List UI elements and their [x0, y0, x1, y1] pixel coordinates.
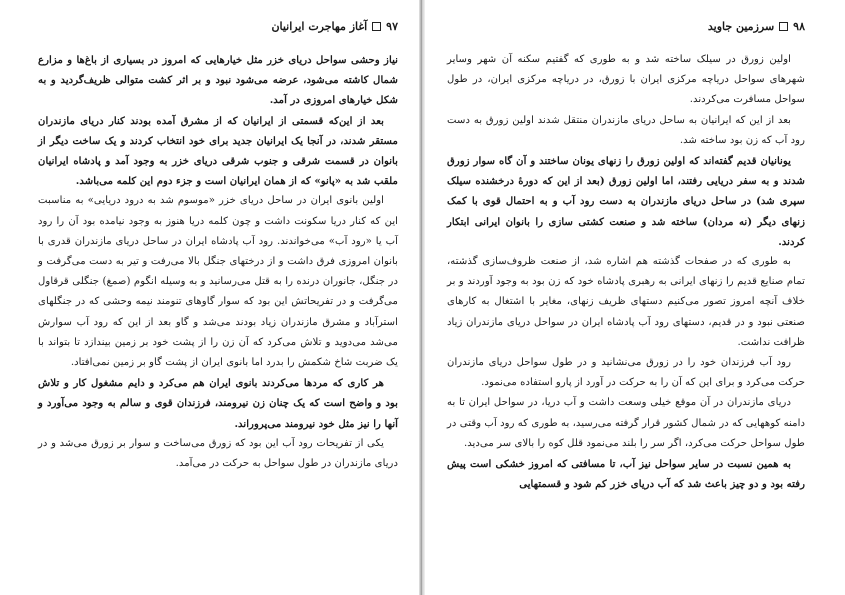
right-page-header: [447, 18, 805, 34]
paragraph: یکی از تفریحات رود آب این بود که زورق می‌ساخت و سوار بر زورق می‌شد و در دریای مازندران در طول سواحل به حرکت در می‌آمد.: [38, 437, 398, 470]
page-body: [447, 50, 805, 494]
paragraph: اولین زورق در سیلک ساخته شد و به طوری که گفتیم سکنه آن شهر وسایر شهرهای سواحل دریاچه مرکزی ایران با زورق، در دریاچه مرکزی ایران، در طول سواحل مسافرت می‌کردند.: [447, 54, 805, 106]
page-number: ۹۸: [793, 19, 805, 33]
paragraph: هر کاری که مردها می‌کردند بانوی ایران هم می‌کرد و دایم مشغول کار و تلاش بود و واضح است که یک چنان زن نیرومند، فرزندان قوی و سالم به وجود می‌آورد و آنها را نیز مثل خود نیرومند می‌پروراند.: [38, 377, 398, 430]
paragraph: یونانیان قدیم گفته‌اند که اولین زورق را زنهای یونان ساختند و آن گاه سوار زورق شدند و به سفر دریایی رفتند، اما اولین زورق (بعد از این که دورهٔ درخشنده سیلک سپری شد) در ساحل دریای مازندران به دست رود آب و به احتمال قوی با کمک زنهای دیگر (نه مردان) ساخته شد و صنعت کشتی سازی را بانوان ایرانی ابتکار کردند.: [447, 155, 805, 248]
running-head: سرزمین جاوید: [707, 19, 775, 33]
left-page: [0, 0, 420, 595]
running-head: آغاز مهاجرت ایرانیان: [271, 19, 368, 33]
left-page-header: [38, 18, 398, 34]
header-square-icon: [372, 22, 381, 31]
page-body: [38, 50, 398, 474]
page-number: ۹۷: [386, 19, 398, 33]
paragraph: به طوری که در صفحات گذشته هم اشاره شد، از صنعت ظروف‌سازی گذشته، تمام صنایع قدیم را زنهای ایرانی به رهبری پادشاه خود که زن بود به وجود آوردند و بر خلاف آنچه امروز تصور می‌کنیم دستهای ظریف زنهای، مغایر با اشتغال به کارهای صنعتی نبود و در قدیم، دستهای رود آب پادشاه ایران در سواحل دریای مازندران زیاد ظرافت نداشت.: [447, 256, 805, 348]
header-square-icon: [779, 22, 788, 31]
paragraph: به همین نسبت در سایر سواحل نیز آب، تا مسافتی که امروز خشکی است پیش رفته بود و دو چیز باعث شد که آب دریای خزر کم شود و قسمتهایی: [447, 458, 805, 491]
paragraph: رود آب فرزندان خود را در زورق می‌نشانید و در طول سواحل دریای مازندران حرکت می‌کرد و برای این که آن را به حرکت در آورد از پارو استفاده می‌نمود.: [447, 357, 805, 389]
paragraph: بعد از این که ایرانیان به ساحل دریای مازندران منتقل شدند اولین زورق به دست رود آب که زن بود ساخته شد.: [447, 114, 805, 146]
paragraph: بعد از این‌که قسمتی از ایرانیان که از مشرق آمده بودند کنار دریای مازندران مستقر شدند، در آنجا یک ایرانیان جدید برای خود انتخاب کردند و یک ساخت دیگر از بانوان در قسمت شرقی و جنوب شرقی دریای خزر به وجود آمد و پادشاه ایرانیان ملقب شد به «پانو» که از همان ایرانیان است و جزء دوم این کلمه می‌باشد.: [38, 114, 398, 188]
paragraph: اولین بانوی ایران در ساحل دریای خزر «موسوم شد به درود دریایی» به مناسبت این که کنار دریا سکونت داشت و چون کلمه دریا هنوز به وجود نیامده بود آن را رود آب یا «رود آب» می‌خواندند. رود آب پادشاه ایران در ساحل دریای مازندران قدری با بانوان امروزی فرق داشت و از درختهای جنگل بالا می‌رفت و تیر به دست می‌گرفت و در جنگل، جانوران درنده را به قتل می‌رسانید و به وسیله انگوم (صمغ) جنگلی قرقاول می‌گرفت و در تفریحاتش این بود که سوار گاوهای تنومند نیمه وحشی که در جنگلهای استرآباد و مشرق مازندران زیاد بودند می‌شد و گاو بعد از این که رود آب سوارش می‌شد می‌دوید و تلاش می‌کرد که آن زن را از پشت خود بر زمین بیندازد تا بتواند با یک ضربت شاخ شکمش را بدرد اما بانوی ایران از پشت گاو بر زمین نمی‌افتاد.: [38, 195, 398, 369]
paragraph: دریای مازندران در آن موقع خیلی وسعت داشت و آب دریا، در سواحل ایران تا به دامنه کوههایی که در شمال کشور قرار گرفته می‌رسید، به طوری که رود آب وقتی در طول سواحل حرکت می‌کرد، اگر سر را بلند می‌نمود قلل کوه را بالای سر می‌دید.: [447, 397, 805, 449]
right-page: [425, 0, 845, 595]
paragraph: نیاز وحشی سواحل دریای خزر مثل خیارهایی که امروز در بسیاری از باغ‌ها و مزارع شمال کاشته می‌شود، عرضه می‌شود نبود و بر اثر کشت متوالی ظریف‌گردید و به شکل خیارهای امروزی در آمد.: [38, 54, 398, 107]
